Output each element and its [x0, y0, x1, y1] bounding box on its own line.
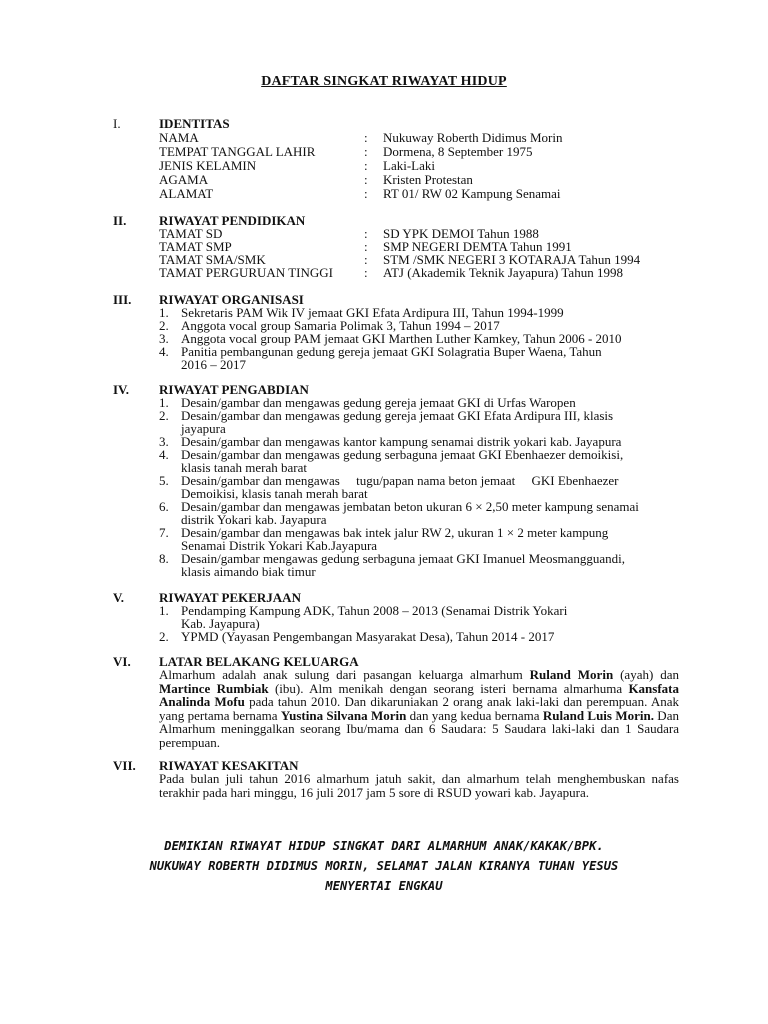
item-text: Desain/gambar dan mengawas gedung gereja jemaat GKI Efata Ardipura III, klasis: [181, 408, 614, 423]
field-value: ATJ (Akademik Teknik Jayapura) Tahun 1998: [383, 265, 623, 280]
child-name: Ruland Luis Morin.: [542, 707, 654, 723]
item-number: 7.: [159, 525, 169, 540]
closing-line: NUKUWAY ROBERTH DIDIMUS MORIN, SELAMAT JALAN KIRANYA TUHAN YESUS: [149, 859, 619, 873]
item-text: Anggota vocal group Samaria Polimak 3, Tahun 1994 – 2017: [181, 318, 500, 333]
section-number: V.: [113, 590, 124, 605]
item-text: 2016 – 2017: [181, 357, 246, 372]
section-heading: IDENTITAS: [159, 116, 230, 131]
item-text: Desain/gambar dan mengawas tugu/papan nama beton jemaat GKI Ebenhaezer: [181, 473, 619, 488]
field-value: Kristen Protestan: [383, 172, 473, 187]
item-text: Desain/gambar dan mengawas jembatan beton ukuran 6 × 2,50 meter kampung senamai: [181, 499, 639, 514]
wife-name: Kansfata Analinda Mofu: [159, 680, 679, 710]
paragraph-text: dan yang kedua bernama: [406, 707, 543, 723]
item-number: 5.: [159, 473, 169, 488]
item-text: Desain/gambar dan mengawas gedung serbaguna jemaat GKI Ebenhaezer demoikisi,: [181, 447, 624, 462]
item-text: Desain/gambar dan mengawas bak intek jalur RW 2, ukuran 1 × 2 meter kampung: [181, 525, 609, 540]
illness-paragraph: Pada bulan juli tahun 2016 almarhum jatuh sakit, dan almarhum telah menghembuskan nafas terakhir pada hari minggu, 16 juli 2017 jam 5 sore di RSUD yowari kab. Jayapura.: [159, 771, 679, 800]
identity-row-jenis-kelamin: [0, 159, 768, 173]
section-number: I.: [113, 116, 121, 131]
item-text: klasis aimando biak timur: [181, 564, 316, 579]
paragraph-text: (ayah) dan: [613, 667, 679, 682]
field-value: Laki-Laki: [383, 158, 435, 173]
field-label: TAMAT SD: [159, 226, 223, 241]
mother-name: Martince Rumbiak: [159, 680, 269, 696]
field-colon: :: [364, 252, 368, 267]
family-paragraph: [159, 668, 679, 750]
section-number: IV.: [113, 382, 130, 397]
section-heading: RIWAYAT ORGANISASI: [159, 292, 304, 307]
item-number: 1.: [159, 395, 169, 410]
closing-line: MENYERTAI ENGKAU: [325, 879, 443, 893]
item-text: Desain/gambar dan mengawas kantor kampung senamai distrik yokari kab. Jayapura: [181, 434, 622, 449]
item-number: 2.: [159, 318, 169, 333]
item-number: 3.: [159, 434, 169, 449]
field-label: TAMAT SMP: [159, 239, 232, 254]
field-value: RT 01/ RW 02 Kampung Senamai: [383, 186, 561, 201]
section-number: VII.: [113, 758, 136, 773]
field-label: TAMAT SMA/SMK: [159, 252, 266, 267]
section-heading: RIWAYAT PEKERJAAN: [159, 590, 301, 605]
item-text: distrik Yokari kab. Jayapura: [181, 512, 327, 527]
field-colon: :: [364, 172, 368, 187]
item-number: 2.: [159, 629, 169, 644]
field-value: Dormena, 8 September 1975: [383, 144, 533, 159]
field-label: ALAMAT: [159, 186, 214, 201]
field-colon: :: [364, 130, 368, 145]
father-name: Ruland Morin: [529, 667, 614, 682]
item-number: 4.: [159, 344, 169, 359]
field-colon: :: [364, 239, 368, 254]
item-text: Panitia pembangunan gedung gereja jemaat GKI Solagratia Buper Waena, Tahun: [181, 344, 602, 359]
item-text: Kab. Jayapura): [181, 616, 260, 631]
item-text: Anggota vocal group PAM jemaat GKI Marthen Luther Kamkey, Tahun 2006 - 2010: [181, 331, 622, 346]
closing-line: DEMIKIAN RIWAYAT HIDUP SINGKAT DARI ALMARHUM ANAK/KAKAK/BPK.: [164, 839, 604, 853]
section-heading: RIWAYAT PENDIDIKAN: [159, 213, 306, 228]
paragraph-text: pada tahun 2010. Dan dikaruniakan 2 orang anak laki-laki dan perempuan. Anak yang pertama bernama: [159, 694, 679, 723]
field-label: JENIS KELAMIN: [159, 158, 257, 173]
identity-row-alamat: [0, 187, 768, 201]
section-heading: RIWAYAT PENGABDIAN: [159, 382, 309, 397]
section-heading: LATAR BELAKANG KELUARGA: [159, 654, 359, 669]
child-name: Yustina Silvana Morin: [280, 707, 407, 723]
item-text: Sekretaris PAM Wik IV jemaat GKI Efata Ardipura III, Tahun 1994-1999: [181, 305, 564, 320]
item-number: 6.: [159, 499, 169, 514]
item-text: YPMD (Yayasan Pengembangan Masyarakat Desa), Tahun 2014 - 2017: [181, 629, 555, 644]
item-text: jayapura: [181, 421, 226, 436]
identity-row-nama: [0, 131, 768, 145]
item-number: 4.: [159, 447, 169, 462]
item-number: 8.: [159, 551, 169, 566]
paragraph-text: (ibu). Alm menikah dengan seorang isteri bernama almarhuma: [268, 680, 629, 696]
field-colon: :: [364, 144, 368, 159]
field-value: Nukuway Roberth Didimus Morin: [383, 130, 563, 145]
section-heading: RIWAYAT KESAKITAN: [159, 758, 299, 773]
closing-statement: [0, 836, 768, 896]
item-text: Desain/gambar dan mengawas gedung gereja jemaat GKI di Urfas Waropen: [181, 395, 576, 410]
field-label: NAMA: [159, 130, 199, 145]
item-text: Demoikisi, klasis tanah merah barat: [181, 486, 368, 501]
field-value: SMP NEGERI DEMTA Tahun 1991: [383, 239, 572, 254]
field-colon: :: [364, 226, 368, 241]
item-text: Desain/gambar mengawas gedung serbaguna jemaat GKI Imanuel Meosmangguandi,: [181, 551, 626, 566]
education-row-pt: [0, 266, 768, 280]
paragraph-text: Almarhum adalah anak sulung dari pasangan keluarga almarhum: [159, 667, 530, 682]
field-label: TAMAT PERGURUAN TINGGI: [159, 265, 333, 280]
section-number: VI.: [113, 654, 131, 669]
field-colon: :: [364, 158, 368, 173]
section-number: III.: [113, 292, 132, 307]
field-value: SD YPK DEMOI Tahun 1988: [383, 226, 539, 241]
item-text: klasis tanah merah barat: [181, 460, 307, 475]
item-text: Senamai Distrik Yokari Kab.Jayapura: [181, 538, 378, 553]
item-number: 3.: [159, 331, 169, 346]
item-number: 1.: [159, 305, 169, 320]
item-number: 1.: [159, 603, 169, 618]
field-value: STM /SMK NEGERI 3 KOTARAJA Tahun 1994: [383, 252, 641, 267]
identity-row-ttl: [0, 145, 768, 159]
paragraph-text: Dan Almarhum meninggalkan seorang Ibu/mama dan 6 Saudara: 5 Saudara laki-laki dan 1 Saudara perempuan.: [159, 707, 679, 750]
field-label: AGAMA: [159, 172, 209, 187]
section-number: II.: [113, 213, 127, 228]
document-title: DAFTAR SINGKAT RIWAYAT HIDUP: [261, 74, 507, 89]
identity-row-agama: [0, 173, 768, 187]
item-text: Pendamping Kampung ADK, Tahun 2008 – 2013 (Senamai Distrik Yokari: [181, 603, 568, 618]
field-colon: :: [364, 265, 368, 280]
field-colon: :: [364, 186, 368, 201]
item-number: 2.: [159, 408, 169, 423]
field-label: TEMPAT TANGGAL LAHIR: [159, 144, 316, 159]
